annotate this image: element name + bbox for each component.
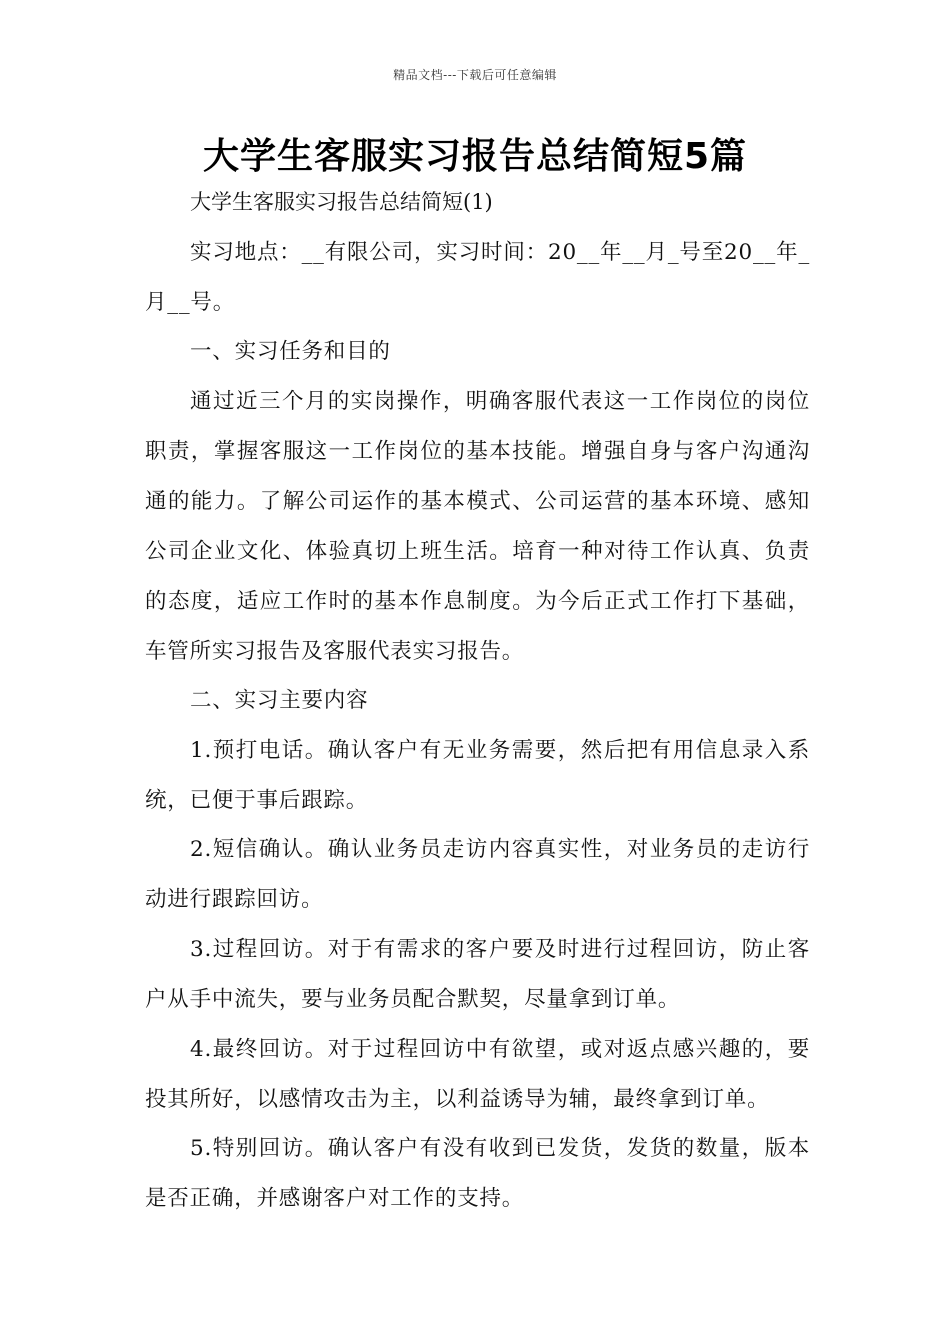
list-item-4	[145, 1025, 810, 1125]
list-item-4-text: 4.最终回访。对于过程回访中有欲望，或对返点感兴趣的，要投其所好，以感情攻击为主，以利益诱导为辅，最终拿到订单。	[145, 1037, 810, 1112]
list-item-5-text: 5.特别回访。确认客户有没有收到已发货，发货的数量，版本是否正确，并感谢客户对工作的支持。	[145, 1136, 810, 1211]
paragraph-location	[145, 228, 810, 328]
list-item-5	[145, 1124, 810, 1224]
paragraph-purpose-text: 通过近三个月的实岗操作，明确客服代表这一工作岗位的岗位职责，掌握客服这一工作岗位的基本技能。增强自身与客户沟通沟通的能力。了解公司运作的基本模式、公司运营的基本环境、感知公司企业文化、体验真切上班生活。培育一种对待工作认真、负责的态度，适应工作时的基本作息制度。为今后正式工作打下基础，车管所实习报告及客服代表实习报告。	[145, 389, 810, 664]
paragraph-location-text: 实习地点：__有限公司，实习时间：20__年__月_号至20__年_月__号。	[145, 240, 810, 315]
list-item-3	[145, 925, 810, 1025]
paragraph-purpose	[145, 377, 810, 677]
section-heading-1-text: 一、实习任务和目的	[190, 339, 391, 364]
list-item-2	[145, 825, 810, 925]
list-item-3-text: 3.过程回访。对于有需求的客户要及时进行过程回访，防止客户从手中流失，要与业务员配合默契，尽量拿到订单。	[145, 937, 810, 1012]
section-heading-1	[145, 327, 810, 377]
list-item-1	[145, 726, 810, 826]
header-note: 精品文档---下载后可任意编辑	[393, 68, 557, 82]
list-item-2-text: 2.短信确认。确认业务员走访内容真实性，对业务员的走访行动进行跟踪回访。	[145, 837, 810, 912]
section-heading-2	[145, 676, 810, 726]
page-title: 大学生客服实习报告总结简短5篇	[202, 136, 748, 177]
section-heading-2-text: 二、实习主要内容	[190, 688, 369, 713]
subtitle: 大学生客服实习报告总结简短(1)	[190, 190, 493, 214]
list-item-1-text: 1.预打电话。确认客户有无业务需要，然后把有用信息录入系统，已便于事后跟踪。	[145, 738, 810, 813]
